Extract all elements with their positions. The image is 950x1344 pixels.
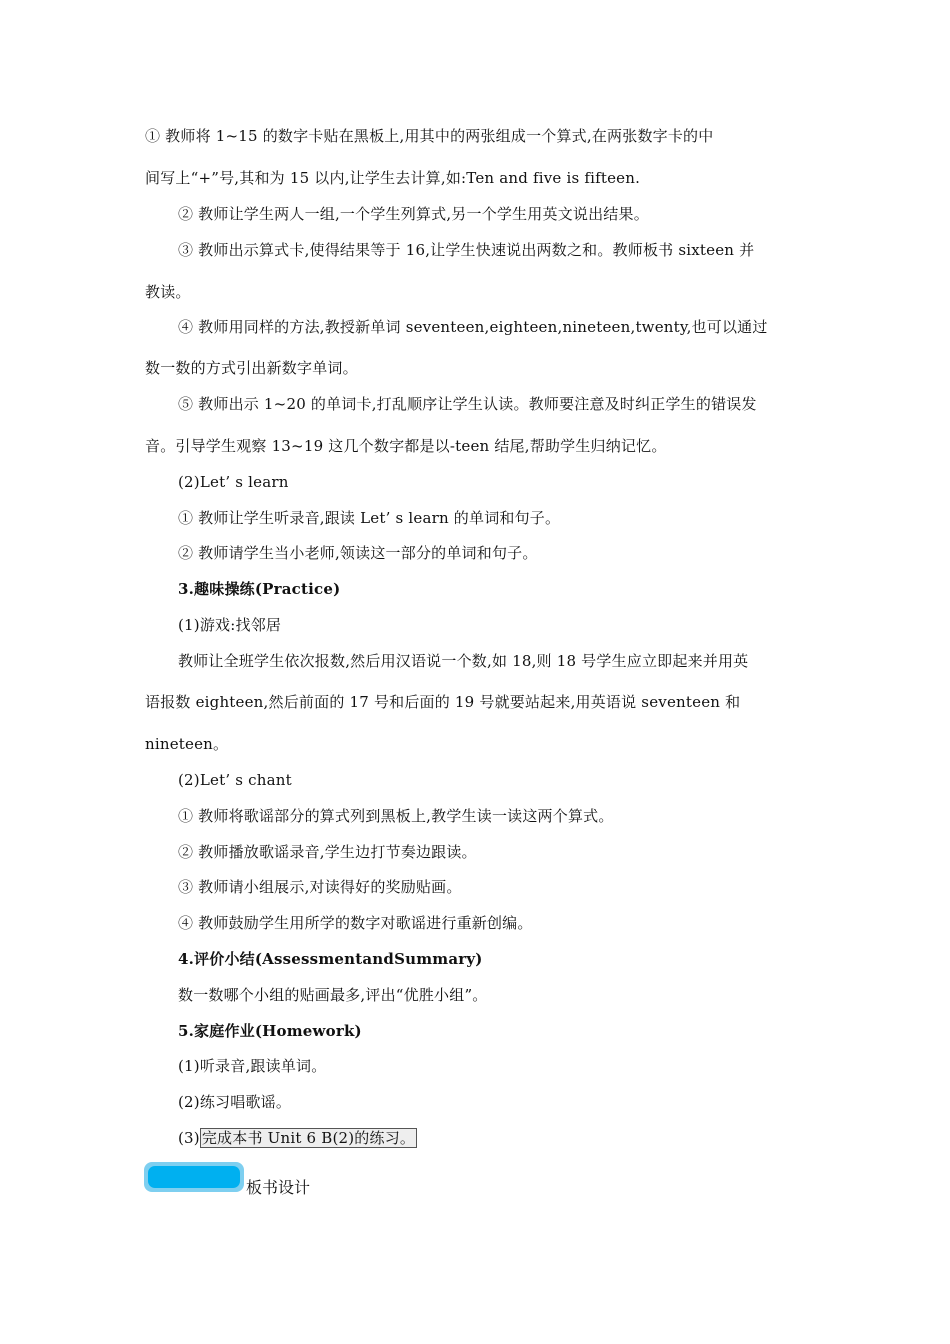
section-badge-fill xyxy=(148,1166,240,1188)
paragraph-line: ③ 教师出示算式卡,使得结果等于 16,让学生快速说出两数之和。教师板书 sixteen 并 xyxy=(178,241,755,259)
section-heading: 3.趣味操练(Practice) xyxy=(178,580,341,598)
section-heading: 4.评价小结(AssessmentandSummary) xyxy=(178,950,483,968)
list-item xyxy=(178,1128,417,1148)
paragraph-line: ② 教师请学生当小老师,领读这一部分的单词和句子。 xyxy=(178,544,538,562)
paragraph-line: ④ 教师鼓励学生用所学的数字对歌谣进行重新创编。 xyxy=(178,914,533,932)
paragraph-line: 教读。 xyxy=(145,283,191,301)
paragraph-line: 语报数 eighteen,然后前面的 17 号和后面的 19 号就要站起来,用英语说 seventeen 和 xyxy=(145,693,741,711)
subheading: (2)Let’ s chant xyxy=(178,771,292,789)
paragraph-line: 音。引导学生观察 13~19 这几个数字都是以-teen 结尾,帮助学生归纳记忆。 xyxy=(145,437,667,455)
section-badge xyxy=(144,1162,244,1192)
paragraph-line: 数一数哪个小组的贴画最多,评出“优胜小组”。 xyxy=(178,986,488,1004)
subheading: (1)游戏:找邻居 xyxy=(178,616,282,634)
list-item-number: (3) xyxy=(178,1129,200,1147)
paragraph-line: ① 教师让学生听录音,跟读 Let’ s learn 的单词和句子。 xyxy=(178,509,561,527)
paragraph-line: nineteen。 xyxy=(145,735,229,753)
list-item: (2)练习唱歌谣。 xyxy=(178,1093,292,1111)
paragraph-line: ② 教师让学生两人一组,一个学生列算式,另一个学生用英文说出结果。 xyxy=(178,205,649,223)
subheading: (2)Let’ s learn xyxy=(178,473,289,491)
paragraph-line: ① 教师将 1~15 的数字卡贴在黑板上,用其中的两张组成一个算式,在两张数字卡的中 xyxy=(145,127,714,145)
paragraph-line: ② 教师播放歌谣录音,学生边打节奏边跟读。 xyxy=(178,843,477,861)
paragraph-line: 教师让全班学生依次报数,然后用汉语说一个数,如 18,则 18 号学生应立即起来并用英 xyxy=(178,652,749,670)
paragraph-line: ① 教师将歌谣部分的算式列到黑板上,教学生读一读这两个算式。 xyxy=(178,807,614,825)
paragraph-line: 数一数的方式引出新数字单词。 xyxy=(145,359,358,377)
section-heading: 5.家庭作业(Homework) xyxy=(178,1022,362,1040)
section-title: 板书设计 xyxy=(246,1178,311,1197)
list-item: (1)听录音,跟读单词。 xyxy=(178,1057,327,1075)
highlighted-text: 完成本书 Unit 6 B(2)的练习。 xyxy=(201,1129,416,1147)
paragraph-line: ⑤ 教师出示 1~20 的单词卡,打乱顺序让学生认读。教师要注意及时纠正学生的错误发 xyxy=(178,395,757,413)
paragraph-line: ③ 教师请小组展示,对读得好的奖励贴画。 xyxy=(178,878,462,896)
paragraph-line: ④ 教师用同样的方法,教授新单词 seventeen,eighteen,nineteen,twenty,也可以通过 xyxy=(178,318,768,336)
paragraph-line: 间写上“+”号,其和为 15 以内,让学生去计算,如:Ten and five is fifteen. xyxy=(145,169,641,187)
